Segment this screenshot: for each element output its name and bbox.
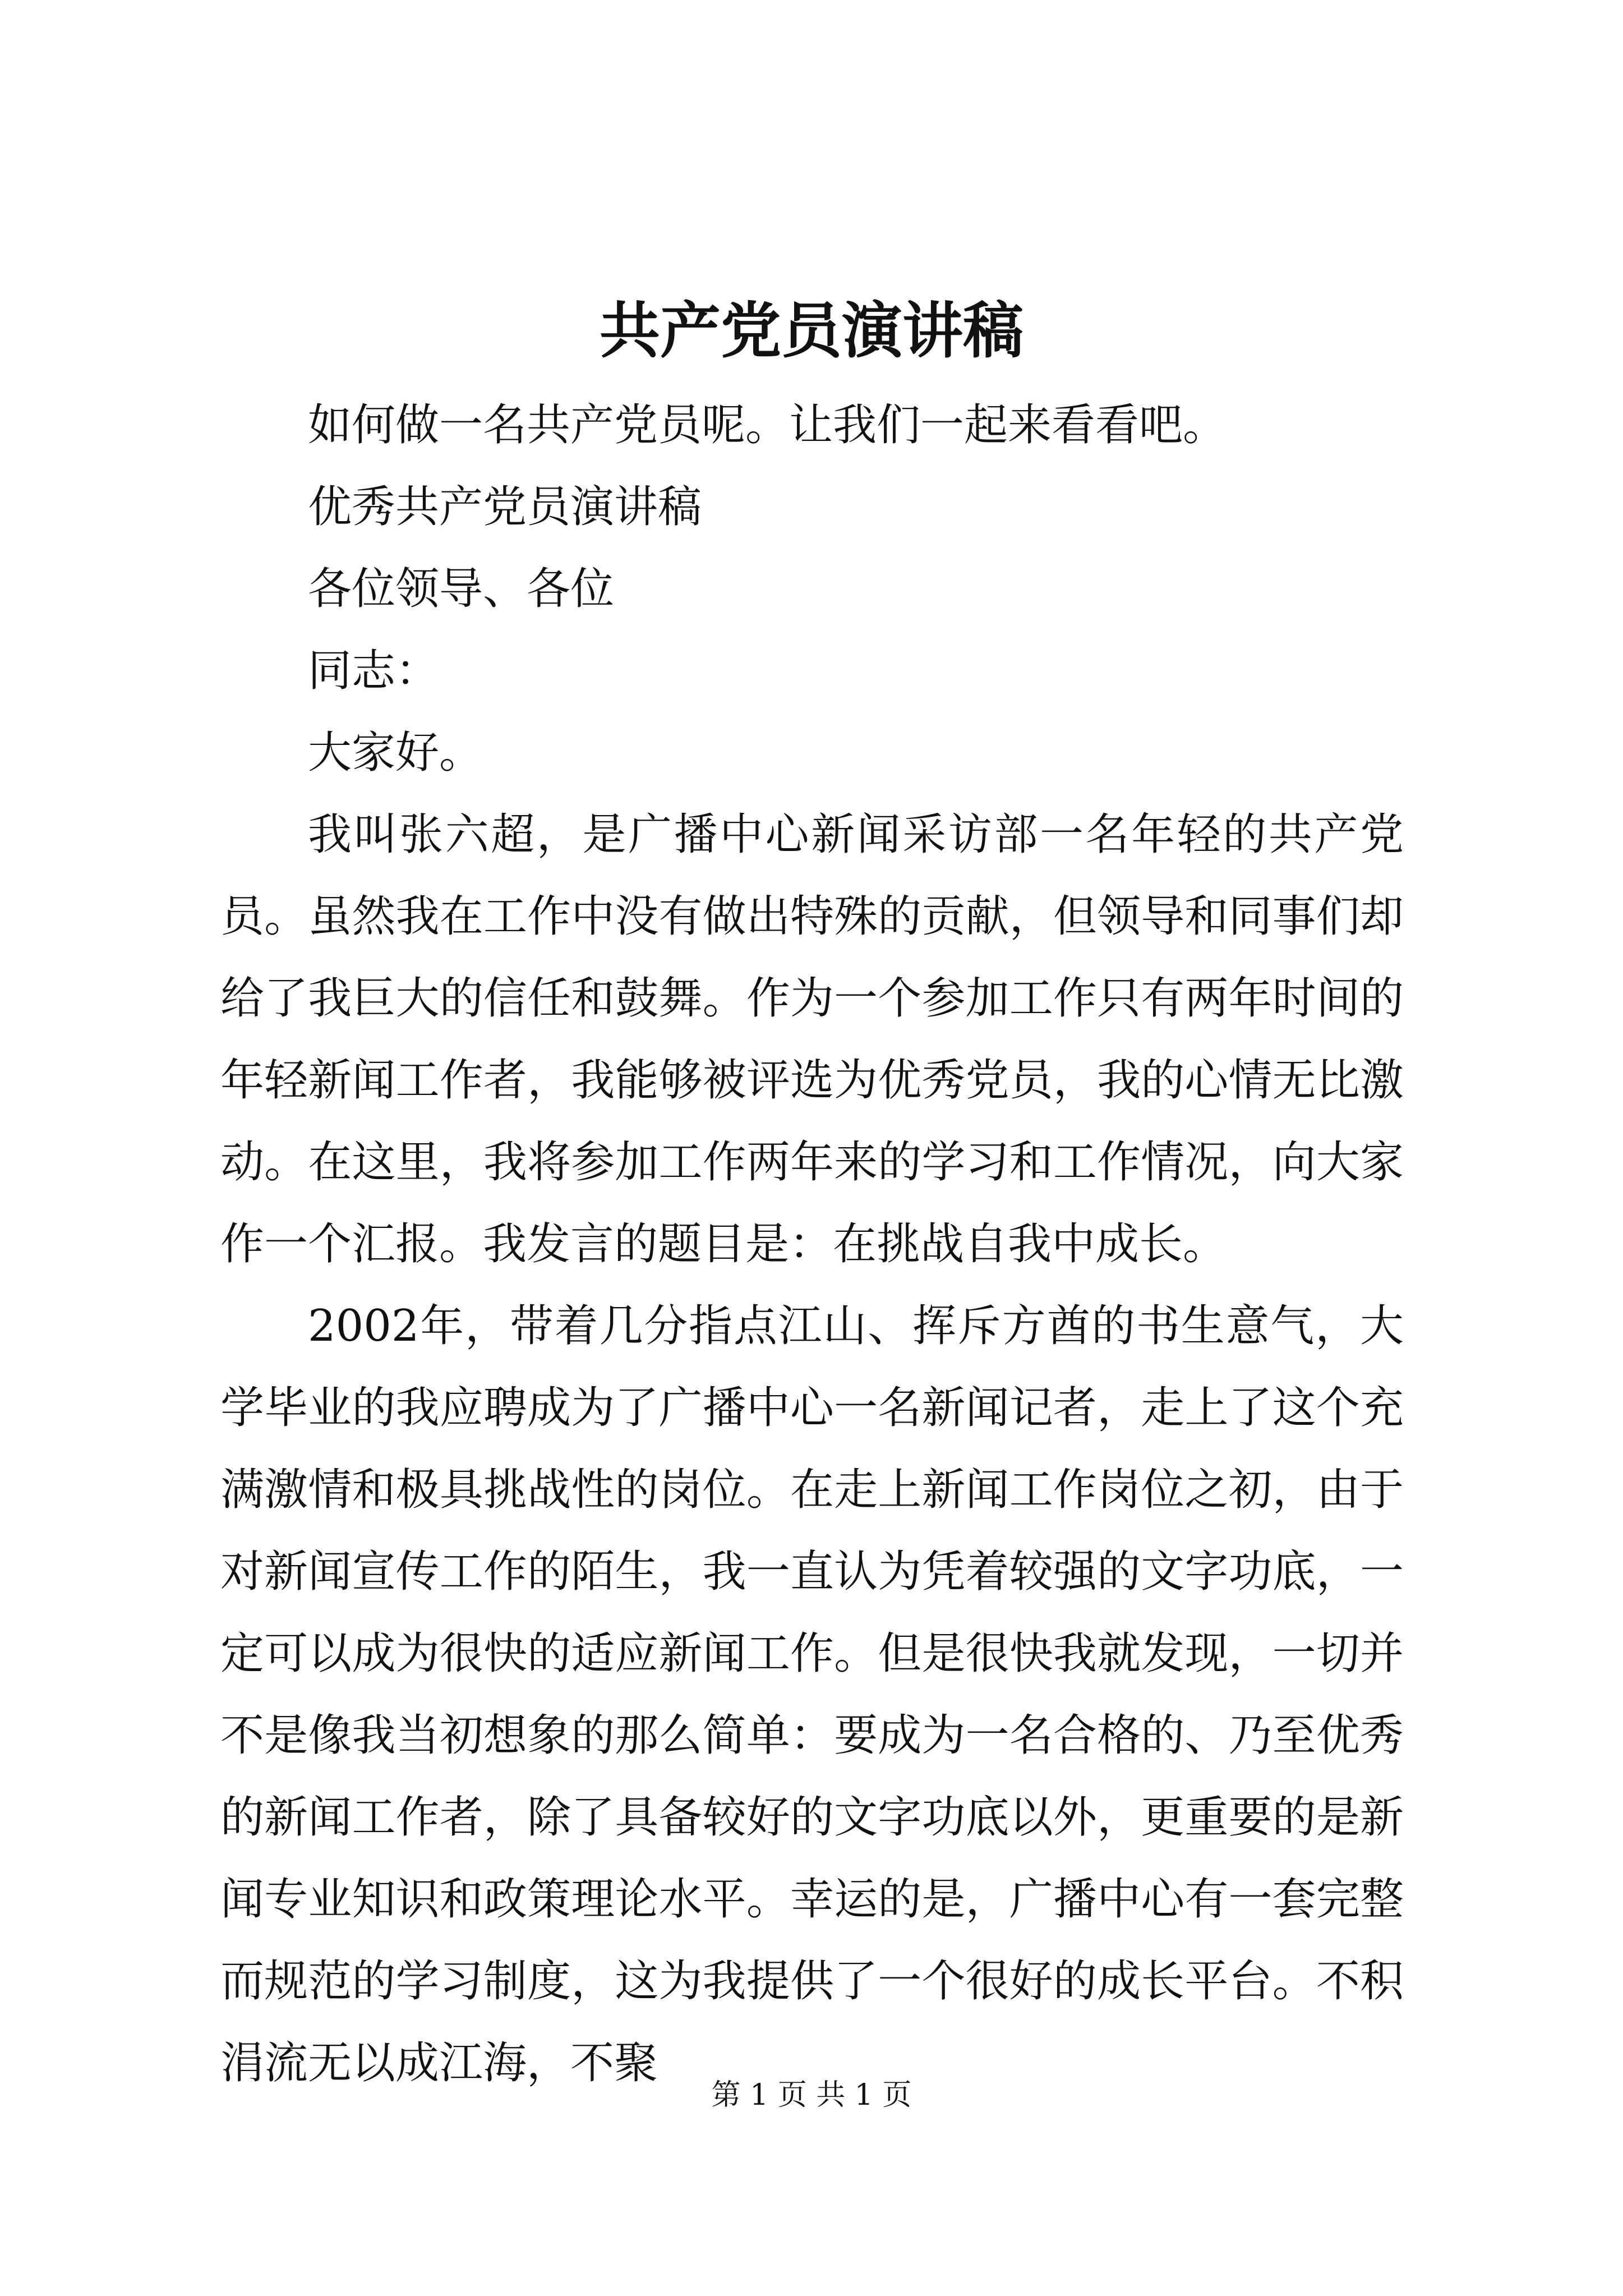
paragraph-self-intro: 我叫张六超，是广播中心新闻采访部一名年轻的共产党员。虽然我在工作中没有做出特殊的贡献，但领导和同事们却给了我巨大的信任和鼓舞。作为一个参加工作只有两年时间的年轻新闻工作者，我能够被评选为优秀党员，我的心情无比激动。在这里，我将参加工作两年来的学习和工作情况，向大家作一个汇报。我发言的题目是：在挑战自我中成长。 (220, 809, 1404, 1269)
paragraph-intro: 如何做一名共产党员呢。让我们一起来看看吧。 (308, 400, 1227, 450)
document-body (220, 384, 1404, 2104)
page-footer: 第 1 页 共 1 页 (711, 2078, 912, 2112)
paragraph-subtitle: 优秀共产党员演讲稿 (308, 482, 702, 532)
document-title: 共产党员演讲稿 (599, 296, 1023, 366)
paragraph-salutation-cont: 同志： (308, 646, 440, 696)
paragraph-salutation: 各位领导、各位 (308, 564, 615, 614)
paragraph-story: 2002年，带着几分指点江山、挥斥方酋的书生意气，大学毕业的我应聘成为了广播中心一名新闻记者，走上了这个充满激情和极具挑战性的岗位。在走上新闻工作岗位之初，由于对新闻宣传工作的陌生，我一直认为凭着较强的文字功底，一定可以成为很快的适应新闻工作。但是很快我就发现，一切并不是像我当初想象的那么简单：要成为一名合格的、乃至优秀的新闻工作者，除了具备较好的文字功底以外，更重要的是新闻专业知识和政策理论水平。幸运的是，广播中心有一套完整而规范的学习制度，这为我提供了一个很好的成长平台。不积涓流无以成江海，不聚 (220, 1301, 1404, 2088)
paragraph-greeting: 大家好。 (308, 728, 483, 778)
